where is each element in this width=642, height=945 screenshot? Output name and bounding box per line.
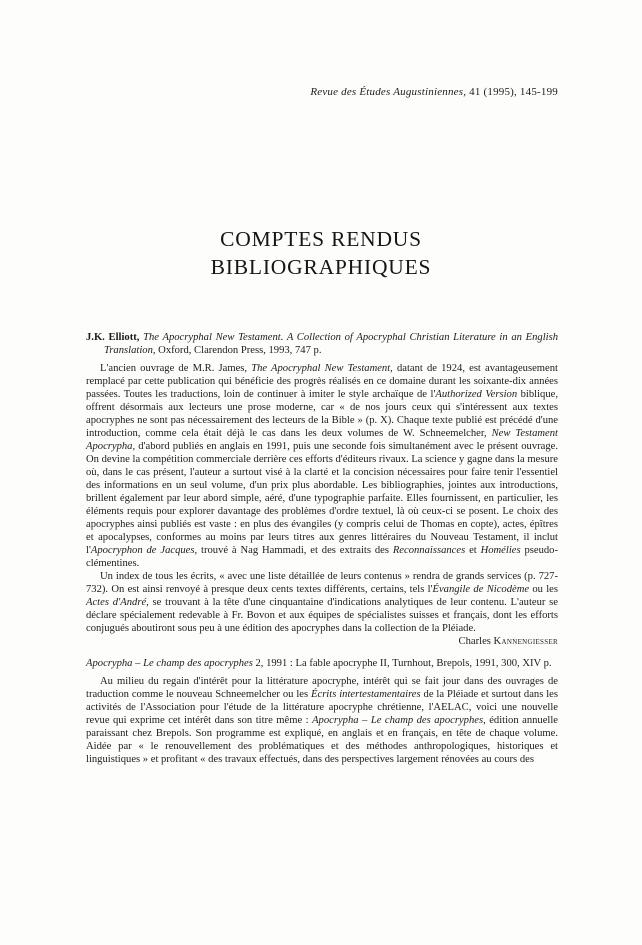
review-citation: Apocrypha – Le champ des apocryphes 2, 1991 : La fable apocryphe II, Turnhout, Brepols, 1991, 300, XIV p. [86, 658, 552, 669]
review-elliott [86, 331, 558, 648]
journal-title: Revue des Études Augustiniennes, [310, 86, 467, 98]
reviewer-signature [86, 635, 558, 648]
page-title-line2: BIBLIOGRAPHIQUES [210, 255, 432, 279]
reviewer-first-name: Charles [458, 636, 494, 647]
reviews-body [86, 331, 558, 766]
review-apocrypha [86, 657, 558, 766]
journal-header [86, 86, 558, 98]
page-title-line1: COMPTES RENDUS [220, 227, 422, 251]
page-title [0, 225, 642, 281]
review-paragraph: Au milieu du regain d'intérêt pour la littérature apocryphe, intérêt qui se fait jour dans des ouvrages de traduction comme le nouveau Schneemelcher ou les Écrits intertestamentaires de la Pléiade et surtout dans les activités de l'Association pour l'étude de la littérature apocryphe chrétienne, l'AELAC, voici une nouvelle revue qui exprime cet intérêt dans son titre même : Apocrypha – Le champ des apocryphes, édition annuelle paraissant chez Brepols. Son programme est expliqué, en anglais et en français, en tête de chaque volume. Aidée par « le renouvellement des problématiques et des méthodes anthropologiques, historiques et linguistiques » et profitant « des travaux effectués, dans des perspectives largement rénovées au cours des [86, 676, 558, 765]
review-paragraph: L'ancien ouvrage de M.R. James, The Apocryphal New Testament, datant de 1924, est avantageusement remplacé par cette publication qui bénéficie des progrès réalisés en ce domaine durant les soixante-dix années passées. Toutes les traductions, loin de continuer à imiter le style archaïque de l'Authorized Version biblique, offrent désormais aux lecteurs une prose moderne, car « de nos jours ceux qui s'intéressent aux textes apocryphes ne sont pas nécessairement des lecteurs de la Bible » (p. X). Chaque texte publié est précédé d'une introduction, comme cela était déjà le cas dans les deux volumes de W. Schneemelcher, New Testament Apocrypha, d'abord publiés en anglais en 1991, puis une seconde fois simultanément avec le présent ouvrage. On devine la compétition commerciale derrière ces efforts d'éditeurs rivaux. La science y gagne dans la mesure où, dans le cas présent, l'auteur a surtout visé à la clarté et la concision nécessaires pour faire tenir l'essentiel des informations en un seul volume, d'un prix plus abordable. Les bibliographies, jointes aux introductions, brillent également par leur abord simple, aéré, d'une typographie parfaite. Elles fournissent, en particulier, les éléments requis pour explorer davantage des problèmes d'ordre textuel, là où ceux-ci se posent. Le choix des apocryphes ainsi publiés est vaste : en plus des évangiles (y compris celui de Thomas en copte), actes, épîtres et apocalypses, conformes au moins par leurs titres aux genres littéraires du Nouveau Testament, il inclut l'Apocryphon de Jacques, trouvé à Nag Hammadi, et des extraits des Reconnaissances et Homélies pseudo-clémentines. [86, 363, 558, 569]
review-paragraph: Un index de tous les écrits, « avec une liste détaillée de leurs contenus » rendra de grands services (p. 727-732). On est ainsi renvoyé à presque deux cents textes différents, certains, tels l'Évangile de Nicodème ou les Actes d'André, se trouvant à la tête d'une cinquantaine d'indications analytiques de leur contenu. L'auteur se déclare spécialement redevable à Fr. Bovon et aux équipes de spécialistes suisses et français, dont les efforts conjugués aboutiront sous peu à une édition des apocryphes dans la collection de la Pléiade. [86, 571, 558, 634]
reviewer-last-name: Kannengiesser [493, 636, 558, 647]
journal-issue-info: 41 (1995), 145-199 [466, 86, 558, 98]
review-citation: J.K. Elliott, The Apocryphal New Testament. A Collection of Apocryphal Christian Literature in an English Translation, Oxford, Clarendon Press, 1993, 747 p. [86, 332, 559, 356]
